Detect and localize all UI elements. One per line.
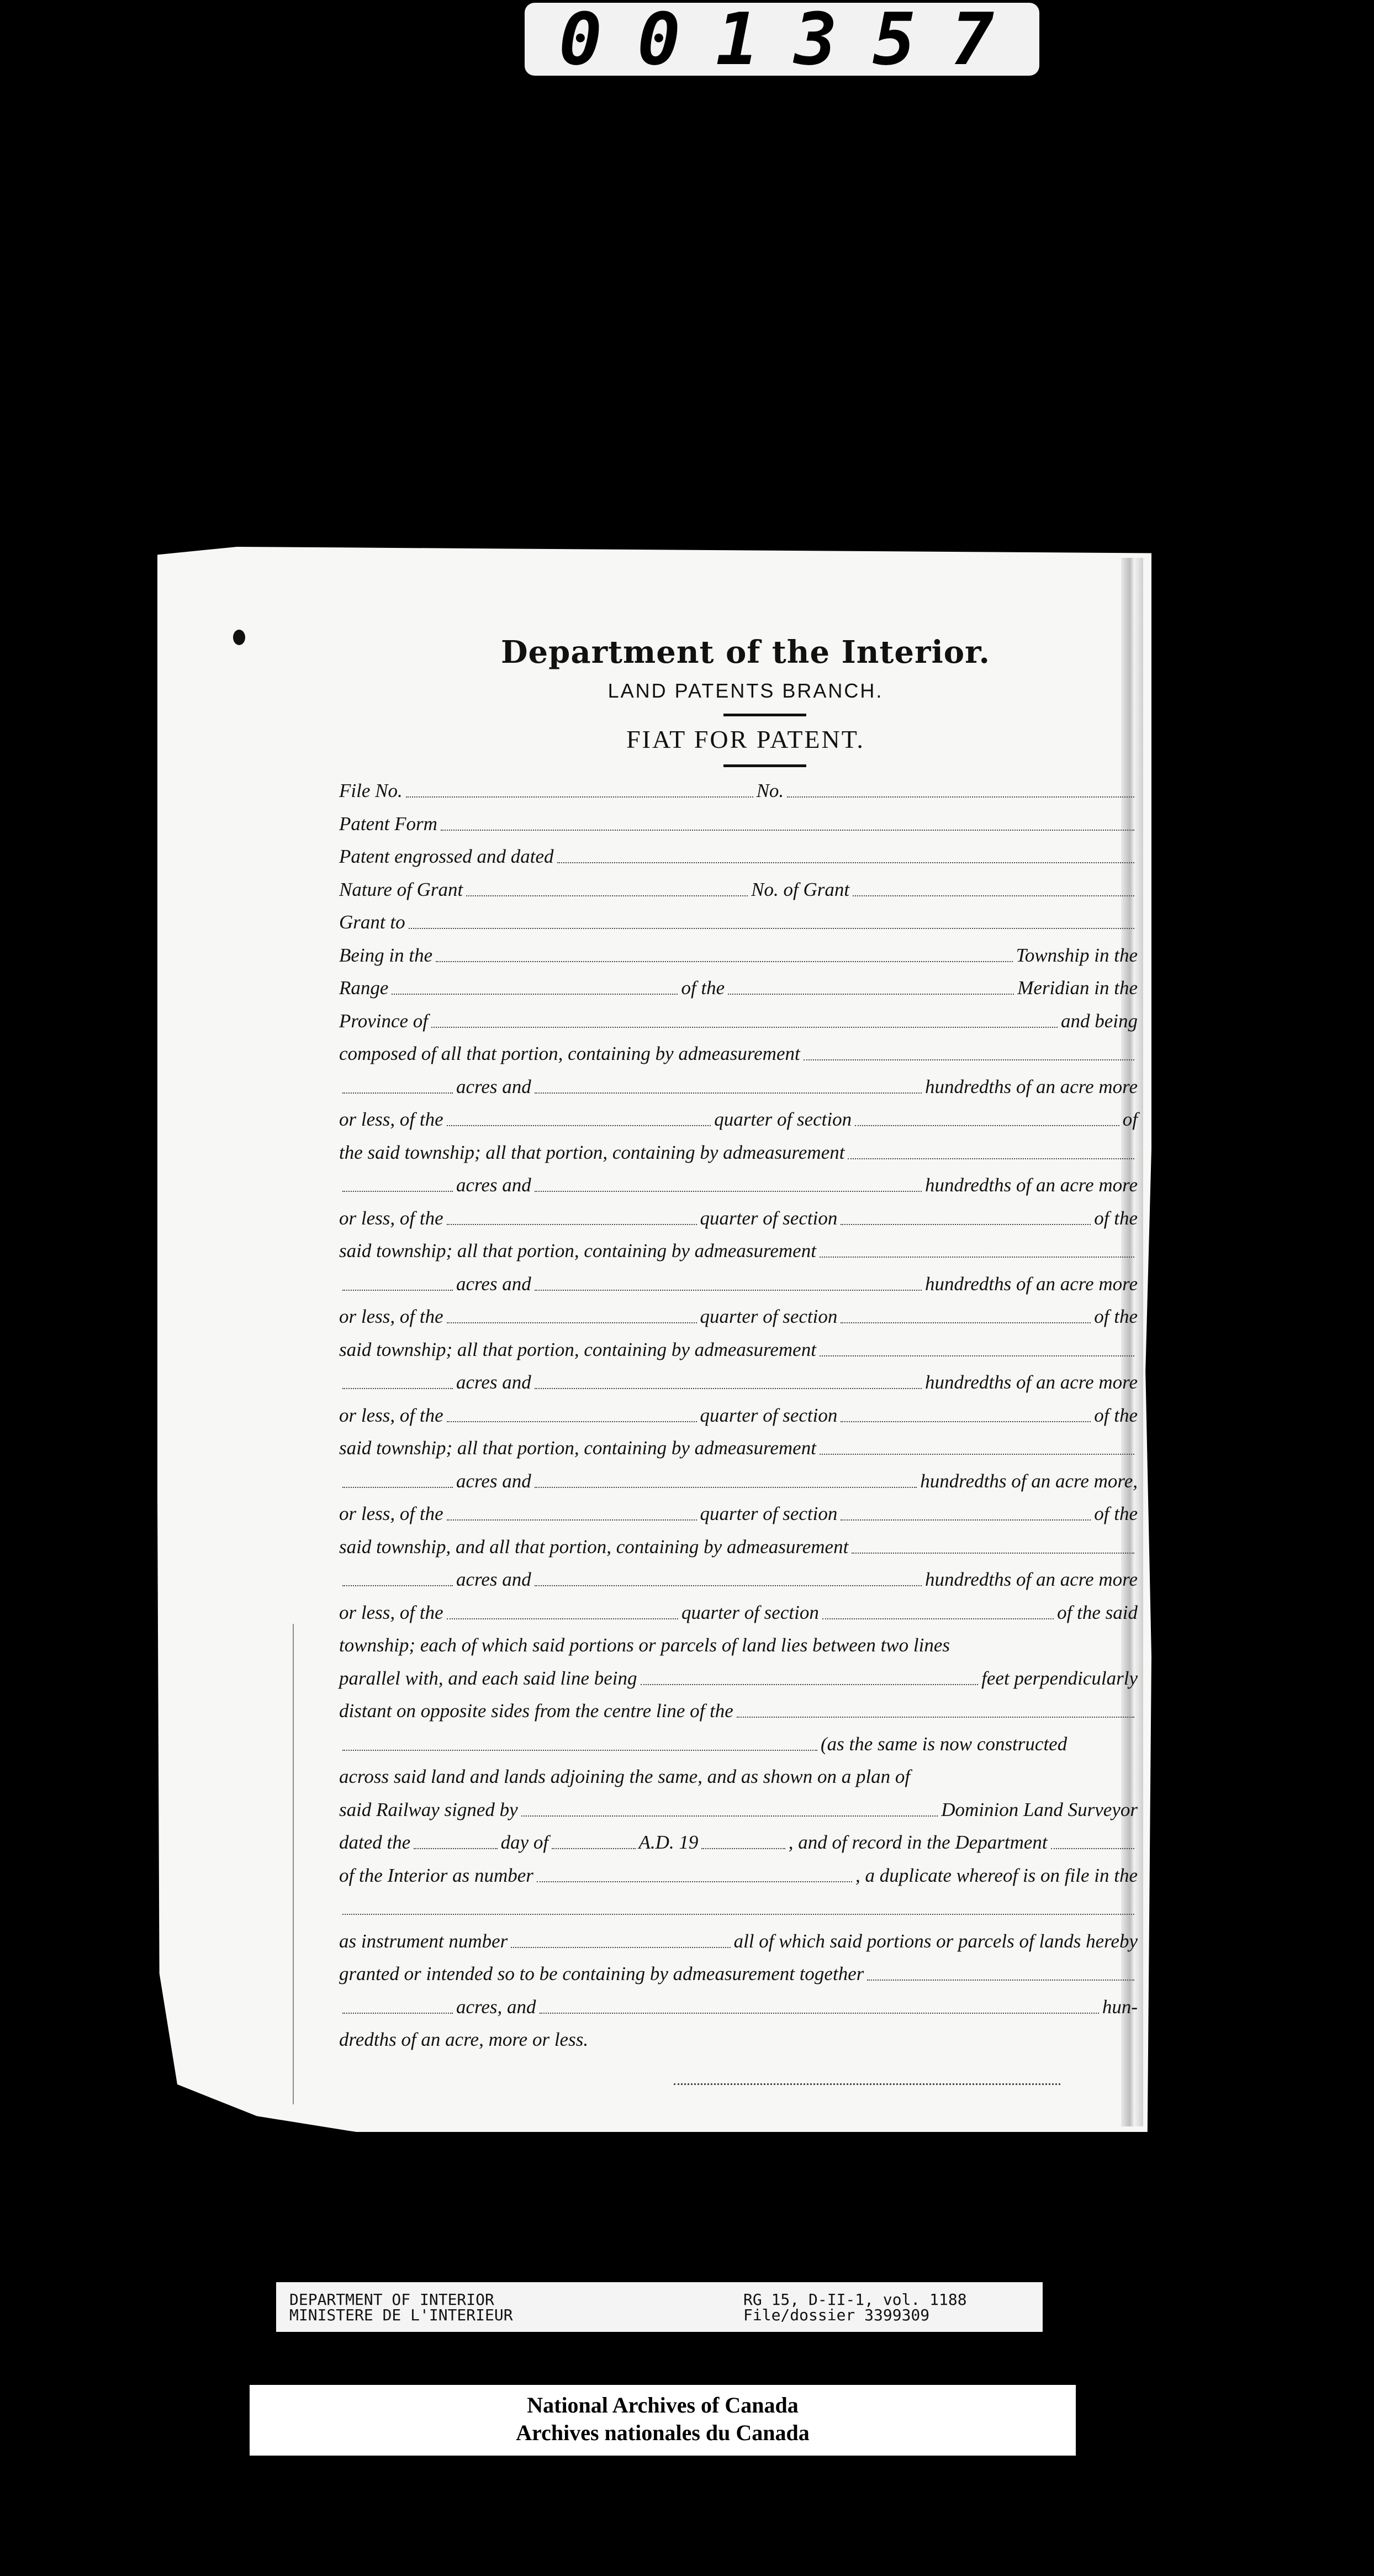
form-text: and being (1060, 1010, 1138, 1032)
blank-field (535, 1092, 922, 1094)
blank-field (535, 1585, 922, 1586)
form-text: or less, of the (339, 1108, 443, 1130)
blank-field (436, 961, 1012, 962)
blank-field (447, 1125, 711, 1126)
blank-field (820, 1257, 1134, 1258)
frame-digit: 0 (637, 0, 692, 81)
form-line (339, 1895, 1138, 1919)
form-text: of the (1094, 1306, 1138, 1327)
form-text: acres, and (456, 1996, 536, 2018)
form-text: Nature of Grant (339, 878, 463, 900)
form-text: , a duplicate whereof is on file in the (855, 1864, 1138, 1886)
blank-field (540, 2013, 1099, 2014)
blank-field (552, 1848, 635, 1849)
archives-name-fr: Archives nationales du Canada (516, 2420, 810, 2445)
form-line (339, 1238, 1138, 1262)
form-text: parallel with, and each said line being (339, 1667, 637, 1689)
form-line (339, 1600, 1138, 1624)
blank-field (728, 994, 1014, 995)
form-text: (as the same is now constructed (821, 1733, 1068, 1755)
blank-field (855, 1125, 1119, 1126)
form-line (339, 1468, 1138, 1492)
form-text: said township; all that portion, containing by admeasurement (339, 1338, 816, 1360)
form-text: distant on opposite sides from the centre line of the (339, 1700, 733, 1722)
blank-field (342, 1585, 453, 1586)
form-text: hundredths of an acre more, (920, 1470, 1138, 1492)
blank-field (441, 830, 1134, 831)
frame-number-label (525, 0, 1039, 81)
blank-field (342, 1750, 817, 1751)
form-line (339, 1862, 1138, 1887)
form-text: Township in the (1016, 944, 1138, 966)
blank-field (535, 1290, 922, 1291)
form-line (339, 1501, 1138, 1525)
form-text: acres and (456, 1174, 531, 1196)
frame-digit: 0 (558, 0, 614, 81)
frame-digit: 5 (872, 0, 927, 81)
form-text: said township; all that portion, containing by admeasurement (339, 1437, 816, 1459)
blank-field (535, 1191, 922, 1192)
blank-field (701, 1848, 785, 1849)
form-line (339, 909, 1138, 933)
form-text: quarter of section (700, 1207, 838, 1229)
frame-digit: 7 (950, 0, 1006, 81)
form-line (339, 811, 1138, 835)
form-text: or less, of the (339, 1306, 443, 1327)
form-text: hun- (1102, 1996, 1138, 2018)
form-text: hundredths of an acre more (925, 1174, 1138, 1196)
form-text: quarter of section (700, 1306, 838, 1327)
form-line (339, 1337, 1138, 1361)
blank-field (447, 1322, 697, 1323)
form-text: quarter of section (700, 1404, 838, 1426)
blank-field (787, 796, 1134, 798)
form-line (339, 1994, 1138, 2018)
blank-field (466, 895, 748, 896)
blank-field (535, 1388, 922, 1389)
form-text: dredths of an acre, more or less. (339, 2029, 589, 2050)
blank-field (841, 1519, 1091, 1521)
blank-field (409, 928, 1134, 929)
blank-field (537, 1881, 852, 1882)
form-line (339, 2026, 1138, 2051)
form-text: of the said (1057, 1601, 1138, 1623)
form-text: , and of record in the Department (788, 1831, 1048, 1853)
form-text: as instrument number (339, 1930, 508, 1952)
blank-field (414, 1848, 497, 1849)
form-text: hundredths of an acre more (925, 1075, 1138, 1097)
form-text: quarter of section (681, 1601, 819, 1623)
form-line (339, 1106, 1138, 1131)
blank-field (447, 1618, 678, 1619)
form-line (339, 1172, 1138, 1196)
form-text: Patent engrossed and dated (339, 846, 554, 867)
blank-field (342, 1092, 453, 1094)
form-text: across said land and lands adjoining the same, and as shown on a plan of (339, 1766, 911, 1787)
blank-field (342, 1290, 453, 1291)
form-title: FIAT FOR PATENT. (626, 725, 865, 753)
blank-field (852, 1553, 1134, 1554)
form-line (339, 1731, 1138, 1755)
form-text: acres and (456, 1371, 531, 1393)
form-text: day of (500, 1831, 549, 1853)
form-text: or less, of the (339, 1503, 443, 1524)
form-text: Range (339, 977, 389, 999)
form-text: of the (1094, 1404, 1138, 1426)
form-text: Being in the (339, 944, 433, 966)
form-text: said township; all that portion, containing by admeasurement (339, 1240, 816, 1261)
form-text: or less, of the (339, 1207, 443, 1229)
form-text: acres and (456, 1470, 531, 1492)
form-line (339, 1271, 1138, 1295)
department-title: Department of the Interior. (500, 634, 990, 671)
form-text: hundredths of an acre more (925, 1273, 1138, 1295)
form-text: acres and (456, 1273, 531, 1295)
form-line (339, 1074, 1138, 1098)
form-text: granted or intended so to be containing by admeasurement together (339, 1963, 864, 1984)
archive-reference-label (276, 2282, 1043, 2332)
blank-field (406, 796, 753, 798)
blank-field (342, 1388, 453, 1389)
blank-field (841, 1421, 1091, 1422)
archives-name-en: National Archives of Canada (527, 2393, 799, 2417)
blank-field (342, 1191, 453, 1192)
form-text: said Railway signed by (339, 1798, 518, 1820)
form-text: File No. (339, 780, 403, 801)
blank-field (737, 1717, 1134, 1718)
form-text: of the Interior as number (339, 1864, 533, 1886)
form-text: dated the (339, 1831, 411, 1853)
blank-field (511, 1947, 730, 1948)
form-line (339, 843, 1138, 868)
blank-field (853, 895, 1134, 896)
form-text: No. of Grant (751, 878, 850, 900)
form-line (339, 1928, 1138, 1952)
form-line (339, 1041, 1138, 1065)
form-text: Grant to (339, 911, 405, 933)
form-text: quarter of section (714, 1108, 852, 1130)
blank-field (342, 2013, 453, 2014)
form-text: acres and (456, 1075, 531, 1097)
form-text: or less, of the (339, 1601, 443, 1623)
form-line (339, 1632, 1138, 1656)
branch-title: LAND PATENTS BRANCH. (607, 679, 884, 702)
form-line (339, 877, 1138, 901)
record-group-label: RG 15, D-II-1, vol. 1188 (743, 2290, 967, 2309)
blank-field (820, 1454, 1134, 1455)
form-text: acres and (456, 1569, 531, 1590)
department-label: DEPARTMENT OF INTERIOR (289, 2290, 494, 2309)
frame-digit: 1 (715, 0, 770, 81)
signature-line (674, 2083, 1060, 2085)
form-line (339, 1829, 1138, 1854)
form-text: Dominion Land Surveyor (941, 1798, 1138, 1820)
form-line (339, 1435, 1138, 1459)
form-text: of the (681, 977, 725, 999)
form-text: township; each of which said portions or parcels of land lies between two lines (339, 1634, 950, 1656)
title-rule-bottom (723, 764, 806, 767)
form-text: hundredths of an acre more (925, 1569, 1138, 1590)
blank-field (804, 1059, 1134, 1060)
form-line (339, 1698, 1138, 1722)
form-text: feet perpendicularly (981, 1667, 1138, 1689)
form-text: A.D. 19 (638, 1831, 699, 1853)
form-line (339, 1205, 1138, 1229)
form-line (339, 1797, 1138, 1821)
blank-field (521, 1815, 938, 1817)
blank-field (447, 1519, 697, 1521)
form-text: the said township; all that portion, containing by admeasurement (339, 1141, 845, 1163)
blank-field (848, 1158, 1134, 1159)
form-text: or less, of the (339, 1404, 443, 1426)
form-text: Patent Form (339, 812, 437, 835)
form-line (339, 1369, 1138, 1393)
form-line (339, 778, 1138, 802)
blank-field (392, 994, 678, 995)
ink-stain (233, 630, 245, 645)
form-line (339, 1303, 1138, 1328)
form-text: Province of (339, 1010, 429, 1032)
blank-field (1051, 1848, 1134, 1849)
form-text: composed of all that portion, containing by admeasurement (339, 1043, 800, 1064)
department-label-fr: MINISTERE DE L'INTERIEUR (289, 2306, 513, 2324)
blank-field (822, 1618, 1054, 1619)
form-text: Meridian in the (1017, 977, 1138, 999)
blank-field (557, 862, 1134, 863)
blank-field (342, 1914, 1134, 1915)
form-text: of the (1094, 1503, 1138, 1524)
frame-digit: 3 (794, 0, 849, 81)
blank-field (867, 1979, 1134, 1981)
blank-field (447, 1421, 697, 1422)
form-text: of the (1094, 1207, 1138, 1229)
blank-field (447, 1224, 697, 1225)
form-line (339, 1139, 1138, 1164)
blank-field (820, 1355, 1134, 1356)
blank-field (641, 1684, 979, 1685)
form-line (339, 1402, 1138, 1427)
form-line (339, 1534, 1138, 1558)
blank-field (342, 1487, 453, 1488)
form-text: quarter of section (700, 1503, 838, 1524)
blank-field (535, 1487, 917, 1488)
form-line (339, 1008, 1138, 1032)
form-text: all of which said portions or parcels of lands hereby (733, 1930, 1138, 1952)
blank-field (431, 1027, 1058, 1028)
form-text: hundredths of an acre more (925, 1371, 1138, 1393)
form-line (339, 942, 1138, 967)
form-text: No. (756, 780, 784, 801)
title-rule-top (723, 714, 806, 716)
blank-field (841, 1224, 1091, 1225)
form-line (339, 1566, 1138, 1591)
form-text: of (1122, 1108, 1138, 1130)
form-line (339, 1665, 1138, 1690)
form-text: said township, and all that portion, containing by admeasurement (339, 1535, 849, 1558)
form-line (339, 1764, 1138, 1788)
form-line (339, 975, 1138, 999)
file-dossier-label: File/dossier 3399309 (743, 2306, 930, 2324)
blank-field (841, 1322, 1091, 1323)
fold-line (293, 1624, 294, 2104)
archives-credit (250, 2385, 1076, 2456)
form-line (339, 1961, 1138, 1985)
